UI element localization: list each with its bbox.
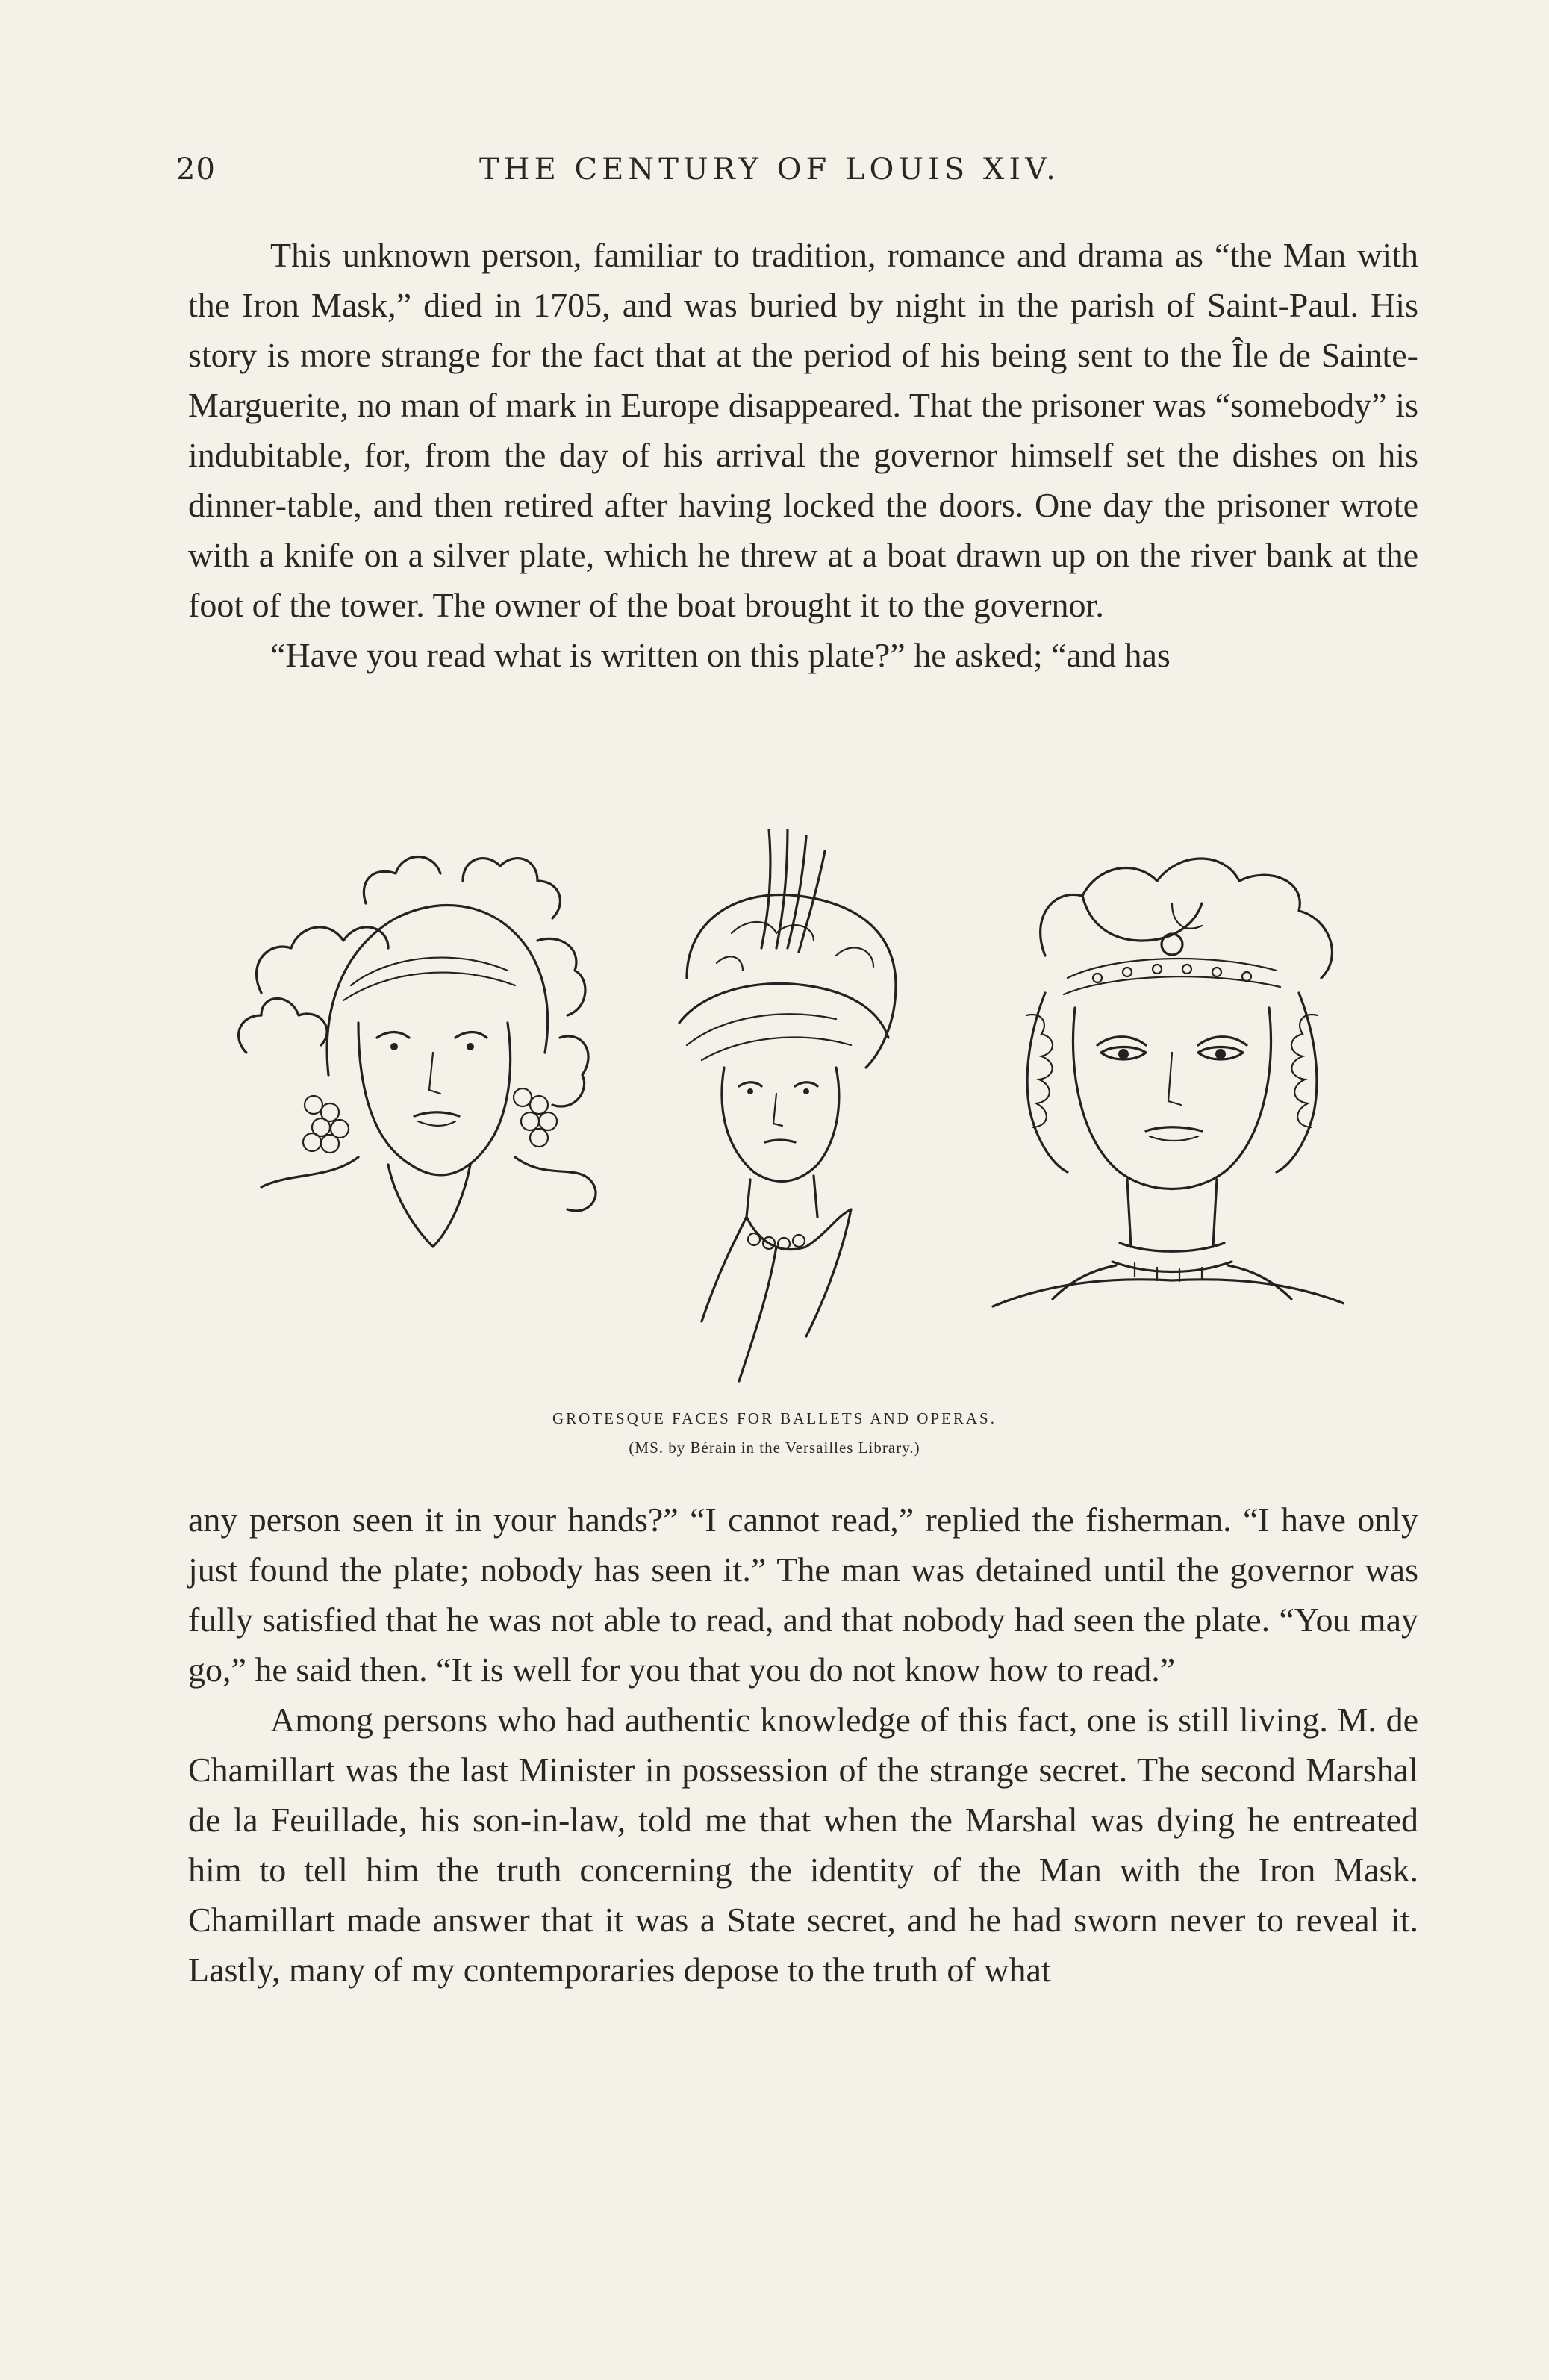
running-header (176, 152, 1423, 197)
running-title: THE CENTURY OF LOUIS XIV. (479, 152, 1060, 187)
grotesque-faces-illustration (216, 829, 1344, 1396)
paragraph: any person seen it in your hands?” “I cannot read,” replied the fisherman. “I have only just found the plate; nobody has seen it.” The man was detained until the governor was fully satisfied that he was not able to read, and that nobody had seen the plate. “You may go,” he said then. “It is well for you that you do not know how to read.” (188, 1501, 1418, 1689)
turbaned-face-drawing (679, 829, 896, 1381)
caption-title: GROTESQUE FACES FOR BALLETS AND OPERAS. (552, 1409, 997, 1427)
bacchus-face-drawing (239, 857, 596, 1247)
figure-caption (0, 1409, 1549, 1457)
page-number: 20 (176, 152, 216, 187)
paragraph: This unknown person, familiar to tradition, romance and drama as “the Man with the Iron Mask,” died in 1705, and was buried by night in the parish of Saint-Paul. His story is more strange for the fact that at the period of his being sent to the Île de Sainte-Marguerite, no man of mark in Europe disappeared. That the prisoner was “somebody” is indubitable, for, from the day of his arrival the governor himself set the dishes on his dinner-table, and then retired after having locked the doors. One day the prisoner wrote with a knife on a silver plate, which he threw at a boat drawn up on the river bank at the foot of the tower. The owner of the boat brought it to the governor. (188, 236, 1418, 624)
paragraph: Among persons who had authentic knowledge of this fact, one is still living. M. de Chamillart was the last Minister in possession of the strange secret. The second Marshal de la Feuillade, his son-in-law, told me that when the Marshal was dying he entreated him to tell him the truth concerning the identity of the Man with the Iron Mask. Chamillart made answer that it was a State secret, and he had sworn never to reveal it. Lastly, many of my contemporaries depose to the truth of what (188, 1701, 1418, 1989)
paragraph: “Have you read what is written on this plate?” he asked; “and has (270, 636, 1171, 674)
body-text-top (188, 230, 1418, 680)
body-text-bottom (188, 1495, 1418, 1995)
caption-credit: (MS. by Bérain in the Versailles Library.) (629, 1439, 920, 1457)
braided-woman-face-drawing (993, 859, 1344, 1306)
